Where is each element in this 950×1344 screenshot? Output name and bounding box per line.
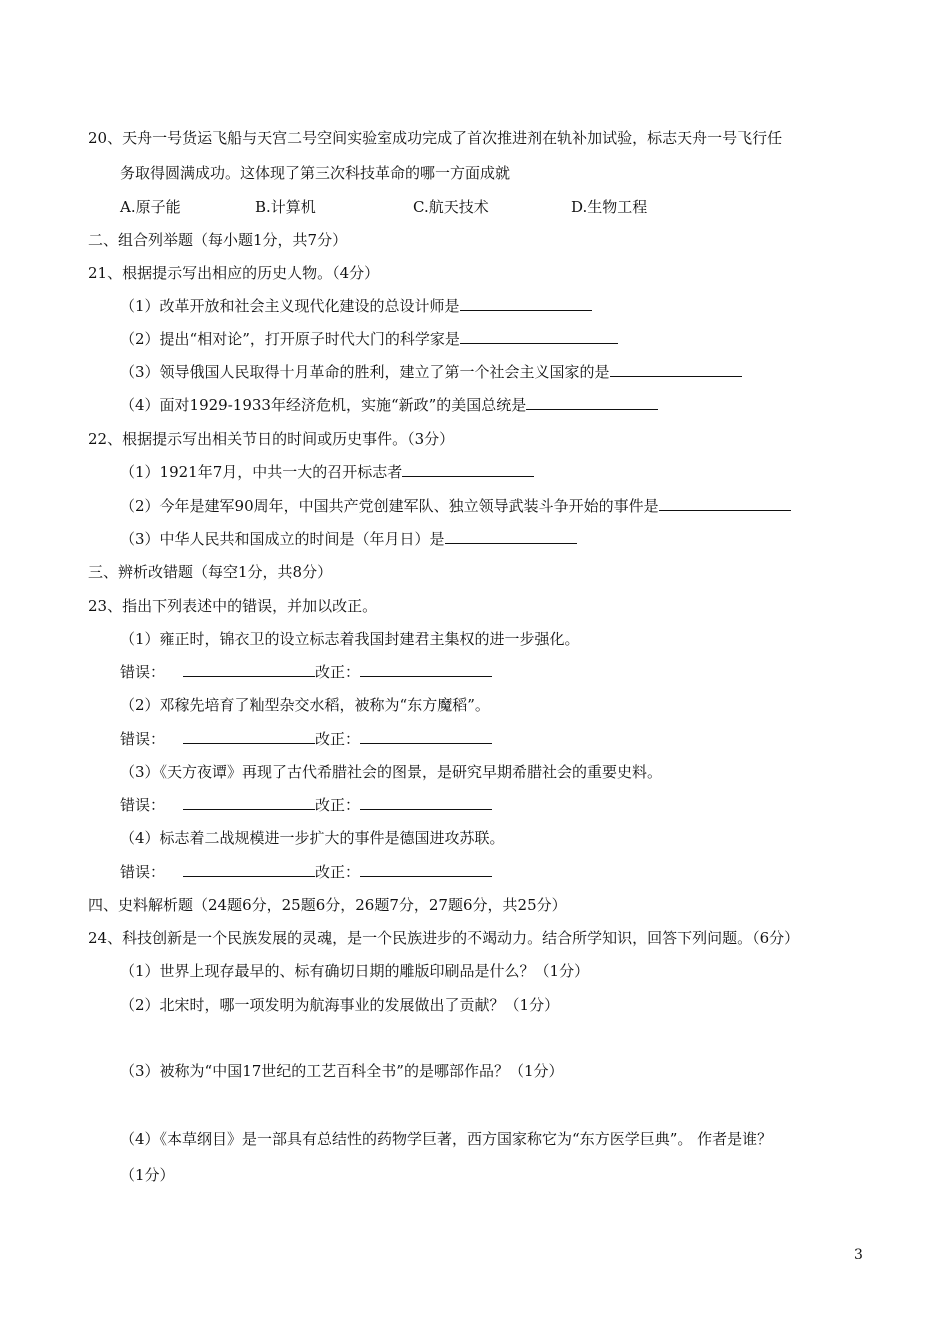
q23-stem: 23、指出下列表述中的错误，并加以改正。 bbox=[88, 597, 378, 615]
answer-blank[interactable] bbox=[526, 395, 658, 410]
error-blank[interactable] bbox=[183, 662, 315, 677]
q20-line1: 20、天舟一号货运飞船与天宫二号空间实验室成功完成了首次推进剂在轨补加试验，标志天舟一号飞行任 bbox=[88, 129, 783, 147]
q22-item3: （3）中华人民共和国成立的时间是（年月日）是 bbox=[120, 529, 577, 549]
q24-item4: （4）《本草纲目》是一部具有总结性的药物学巨著，西方国家称它为“东方医学巨典”。 作者是谁？ bbox=[120, 1130, 773, 1148]
q21-item3: （3）领导俄国人民取得十月革命的胜利，建立了第一个社会主义国家的是 bbox=[120, 362, 742, 382]
q24-item1: （1）世界上现存最早的、标有确切日期的雕版印刷品是什么？（1分） bbox=[120, 962, 590, 980]
q23-item1-answer: 错误： 改正： bbox=[120, 662, 492, 682]
q23-item3: （3）《天方夜谭》再现了古代希腊社会的图景，是研究早期希腊社会的重要史料。 bbox=[120, 763, 663, 781]
q23-item3-answer: 错误： 改正： bbox=[120, 795, 492, 815]
q20-line2: 务取得圆满成功。这体现了第三次科技革命的哪一方面成就 bbox=[120, 164, 511, 182]
answer-blank[interactable] bbox=[402, 462, 534, 477]
q22-stem: 22、根据提示写出相关节日的时间或历史事件。（3分） bbox=[88, 430, 455, 448]
section-4-heading: 四、史料解析题（24题6分，25题6分，26题7分，27题6分，共25分） bbox=[88, 896, 567, 914]
error-blank[interactable] bbox=[183, 729, 315, 744]
error-blank[interactable] bbox=[183, 862, 315, 877]
answer-blank[interactable] bbox=[659, 496, 791, 511]
fix-blank[interactable] bbox=[360, 862, 492, 877]
page-number: 3 bbox=[854, 1247, 863, 1263]
q24-item3: （3）被称为“中国17世纪的工艺百科全书”的是哪部作品？（1分） bbox=[120, 1062, 564, 1080]
error-blank[interactable] bbox=[183, 795, 315, 810]
q24-stem: 24、科技创新是一个民族发展的灵魂，是一个民族进步的不竭动力。结合所学知识，回答下列问题。（6分） bbox=[88, 929, 800, 947]
q21-stem: 21、根据提示写出相应的历史人物。（4分） bbox=[88, 264, 380, 282]
q23-item1: （1）雍正时，锦衣卫的设立标志着我国封建君主集权的进一步强化。 bbox=[120, 630, 580, 648]
q23-item4: （4）标志着二战规模进一步扩大的事件是德国进攻苏联。 bbox=[120, 829, 505, 847]
q20-option-c: C.航天技术 bbox=[413, 198, 489, 216]
q20-option-a: A.原子能 bbox=[120, 198, 181, 216]
q21-item1: （1）改革开放和社会主义现代化建设的总设计师是 bbox=[120, 296, 592, 316]
answer-blank[interactable] bbox=[445, 529, 577, 544]
q24-item4-continuation: （1分） bbox=[120, 1166, 175, 1184]
q23-item2: （2）邓稼先培育了籼型杂交水稻，被称为“东方魔稻”。 bbox=[120, 696, 490, 714]
q20-option-b: B.计算机 bbox=[255, 198, 316, 216]
answer-blank[interactable] bbox=[460, 296, 592, 311]
answer-blank[interactable] bbox=[460, 329, 618, 344]
fix-blank[interactable] bbox=[360, 795, 492, 810]
fix-blank[interactable] bbox=[360, 662, 492, 677]
q21-item2: （2）提出“相对论”，打开原子时代大门的科学家是 bbox=[120, 329, 618, 349]
q22-item1: （1）1921年7月，中共一大的召开标志者 bbox=[120, 462, 534, 482]
q21-item4: （4）面对1929-1933年经济危机，实施“新政”的美国总统是 bbox=[120, 395, 658, 415]
q24-item2: （2）北宋时，哪一项发明为航海事业的发展做出了贡献？（1分） bbox=[120, 996, 560, 1014]
q23-item4-answer: 错误： 改正： bbox=[120, 862, 492, 882]
section-2-heading: 二、组合列举题（每小题1分，共7分） bbox=[88, 231, 348, 249]
fix-blank[interactable] bbox=[360, 729, 492, 744]
q22-item2: （2）今年是建军90周年，中国共产党创建军队、独立领导武装斗争开始的事件是 bbox=[120, 496, 791, 516]
answer-blank[interactable] bbox=[610, 362, 742, 377]
section-3-heading: 三、辨析改错题（每空1分，共8分） bbox=[88, 563, 333, 581]
q23-item2-answer: 错误： 改正： bbox=[120, 729, 492, 749]
q20-option-d: D.生物工程 bbox=[571, 198, 648, 216]
